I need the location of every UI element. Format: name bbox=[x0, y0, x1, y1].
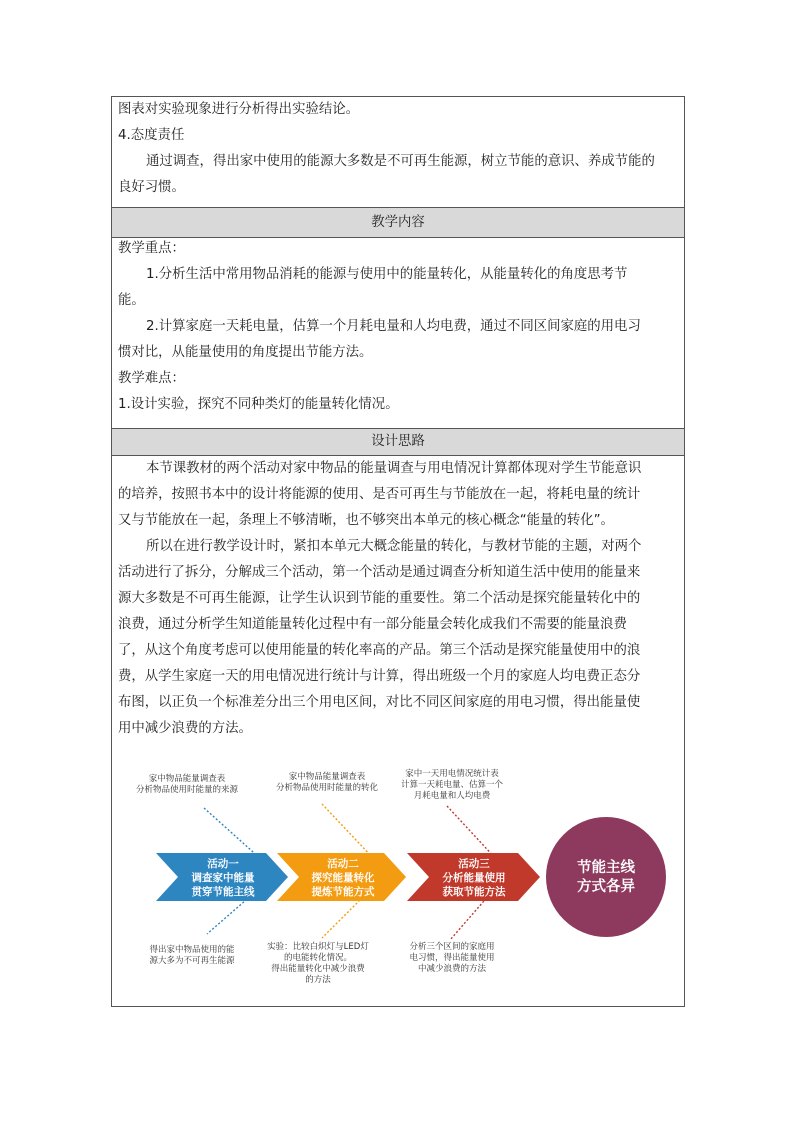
text-line: 所以在进行教学设计时，紧扣本单元大概念能量的转化，与教材节能的主题，对两个 bbox=[146, 539, 642, 554]
text-line: 能。 bbox=[118, 293, 145, 308]
top-note-1 bbox=[122, 774, 252, 796]
top-note-3 bbox=[392, 769, 512, 802]
text-line: 惯对比，从能量使用的角度提出节能方法。 bbox=[118, 345, 373, 360]
activity-2-title: 活动二 bbox=[327, 858, 359, 870]
activity-2-line3: 提炼节能方式 bbox=[311, 886, 375, 898]
note-line: 得出能量转化中减少浪费 bbox=[271, 964, 365, 974]
text-line: 通过调查，得出家中使用的能源大多数是不可再生能源，树立节能的意识、养成节能的 bbox=[146, 154, 655, 169]
circle-line2: 方式各异 bbox=[577, 879, 635, 895]
bottom-note-3 bbox=[392, 942, 512, 975]
text-line: 本节课教材的两个活动对家中物品的能量调查与用电情况计算都体现对学生节能意识 bbox=[146, 461, 642, 476]
activity-1-title: 活动一 bbox=[207, 858, 239, 870]
note-line: 中减少浪费的方法 bbox=[417, 964, 486, 974]
text-line: 源大多数是不可再生能源，让学生认识到节能的重要性。第二个活动是探究能量转化中的 bbox=[118, 591, 641, 606]
note-line: 的电能转化情况。 bbox=[283, 953, 352, 963]
top-note-2 bbox=[262, 772, 392, 794]
note-line: 家中一天用电情况统计表 bbox=[405, 769, 499, 779]
connector-top-1 bbox=[204, 808, 262, 860]
activity-3-title: 活动三 bbox=[458, 858, 490, 870]
text-line: 4.态度责任 bbox=[118, 128, 185, 143]
text-line: 费，从学生家庭一天的用电情况进行统计与计算，得出班级一个月的家庭人均电费正态分 bbox=[118, 669, 641, 684]
design-idea-section bbox=[112, 456, 684, 756]
text-line: 教学重点： bbox=[118, 241, 185, 256]
activity-3-line3: 获取节能方法 bbox=[442, 886, 506, 898]
connector-top-2 bbox=[322, 804, 374, 859]
note-line: 电习惯，得出能量使用 bbox=[409, 953, 495, 963]
note-line: 计算一天耗电量、估算一个 bbox=[400, 780, 503, 790]
text-line: 浪费，通过分析学生知道能量转化过程中有一部分能量会转化成我们不需要的能量浪费 bbox=[118, 617, 627, 632]
text-line: 2.计算家庭一天耗电量，估算一个月耗电量和人均电费，通过不同区间家庭的用电习 bbox=[146, 319, 641, 334]
text-line: 教学难点： bbox=[118, 371, 185, 386]
activity-diagram bbox=[112, 756, 684, 1006]
note-line: 实验：比较白炽灯与LED灯 bbox=[267, 942, 369, 952]
note-line: 的方法 bbox=[305, 975, 331, 985]
activity-1-line2: 调查家中能量 bbox=[191, 872, 255, 884]
note-line: 分析物品使用时能量的来源 bbox=[135, 785, 238, 795]
text-line: 1.分析生活中常用物品消耗的能源与使用中的能量转化，从能量转化的角度思考节 bbox=[146, 267, 628, 282]
text-line: 活动进行了拆分，分解成三个活动，第一个活动是通过调查分析知道生活中使用的能量来 bbox=[118, 565, 641, 580]
header-teaching-content: 教学内容 bbox=[112, 207, 684, 238]
bottom-note-2 bbox=[254, 942, 382, 986]
text-line: 又与节能放在一起，条理上不够清晰，也不够突出本单元的核心概念“能量的转化”。 bbox=[118, 513, 614, 528]
text-line: 了，从这个角度考虑可以使用能量的转化率高的产品。第三个活动是探究能量使用中的浪 bbox=[118, 643, 641, 658]
activity-3-line2: 分析能量使用 bbox=[442, 872, 506, 884]
lesson-plan-table bbox=[111, 96, 685, 1007]
text-line: 1.设计实验，探究不同种类灯的能量转化情况。 bbox=[118, 397, 399, 412]
note-line: 得出家中物品使用的能 bbox=[149, 945, 235, 955]
text-line: 用中减少浪费的方法。 bbox=[118, 721, 252, 736]
note-line: 分析三个区间的家庭用 bbox=[409, 942, 495, 952]
note-line: 源大多为不可再生能源 bbox=[149, 956, 235, 966]
activity-1-line3: 贯穿节能主线 bbox=[191, 886, 255, 898]
bottom-note-1 bbox=[132, 945, 252, 967]
activity-2-line2: 探究能量转化 bbox=[311, 872, 375, 884]
text-line: 的培养，按照书本中的设计将能源的使用、是否可再生与节能放在一起，将耗电量的统计 bbox=[118, 487, 641, 502]
text-line: 图表对实验现象进行分析得出实验结论。 bbox=[118, 102, 360, 117]
note-line: 家中物品能量调查表 bbox=[148, 774, 226, 784]
note-line: 月耗电量和人均电费 bbox=[413, 791, 491, 801]
text-line: 良好习惯。 bbox=[118, 180, 185, 195]
note-line: 家中物品能量调查表 bbox=[288, 772, 366, 782]
connector-top-3 bbox=[447, 806, 497, 860]
teaching-content-section bbox=[112, 238, 684, 428]
circle-line1: 节能主线 bbox=[577, 860, 635, 876]
summary-circle bbox=[546, 817, 666, 937]
text-line: 布图，以正负一个标准差分出三个用电区间，对比不同区间家庭的用电习惯，得出能量使 bbox=[118, 695, 641, 710]
objectives-section bbox=[112, 97, 684, 207]
note-line: 分析物品使用时能量的转化 bbox=[275, 783, 378, 793]
header-design-idea: 设计思路 bbox=[112, 428, 684, 456]
